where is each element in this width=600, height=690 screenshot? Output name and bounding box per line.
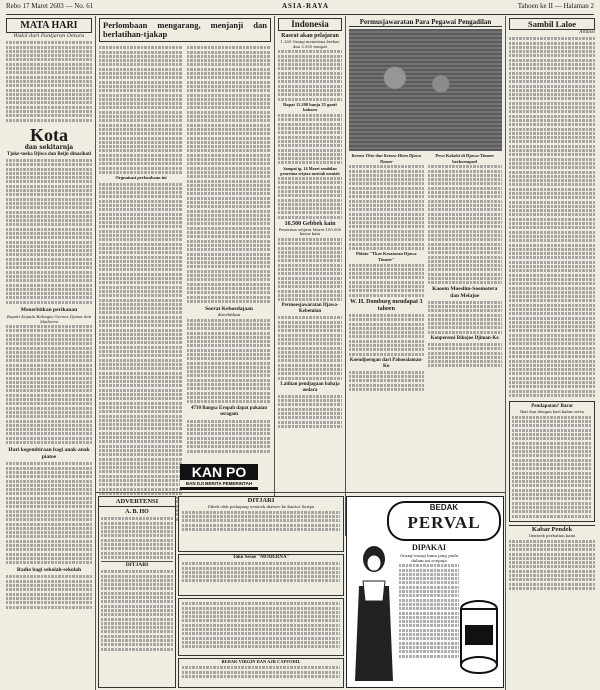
indonesia-title: Indonesia (278, 18, 342, 31)
kota-subtitle: dan sekitarnja (24, 143, 74, 151)
masthead-edition: Tahoen ke II — Halaman 2 (517, 2, 594, 10)
ad-text: BEDAK VIRGIN DAN AJR CAFFODIL (221, 659, 301, 664)
box-subhead: Ikut dan dengan kari kabar serta (520, 408, 584, 414)
column-rule (345, 16, 346, 536)
article-head: Menerbitkan perikanan (20, 306, 78, 313)
article-head: Permoesjawaratan Djawa-Kebetulan (281, 303, 339, 315)
advertensi-title: ADVERTENSI (99, 497, 175, 507)
advertensi-box (98, 496, 176, 688)
column-rule (95, 16, 96, 690)
photo-caption: Ketoea Thio-dan Ketoea Hiem Djawa Timoer (351, 153, 421, 164)
column-author: Ambisi (579, 30, 595, 35)
perval-name: PERVAL (407, 513, 481, 532)
ad-name: A. B. HO (125, 509, 149, 515)
dipakai-label: DIPAKAI (411, 543, 447, 552)
column-rule (274, 16, 275, 536)
masthead-title: ASIA-RAYA (282, 2, 329, 10)
kanpo-subtitle: BAN DJI BERITA PEMERINTAH (180, 480, 258, 487)
ad-section-rule (96, 492, 505, 493)
mata-hari-title: MATA HARI (6, 18, 92, 33)
article-head: Sampai tg. 14 Maret sembilan penerima setjara mentah mentah (280, 165, 340, 176)
pendapatan-box (509, 401, 595, 522)
article-subhead: Bupati Kepala Bahagia Oeroes Djawa dan Madoera (6, 313, 92, 324)
toko-moderna-ad (178, 554, 344, 596)
ad-name: DITJARI (101, 561, 173, 569)
kota-title: Kota (30, 124, 68, 145)
box-head: Pendapatan? Barat (531, 403, 573, 409)
bedak-brand: BEDAK (429, 503, 459, 512)
article-head: Pewi Kokobi di Djawa-Timoer berkoempoel (435, 153, 495, 164)
article-head: 16.500 Gebbek kain (284, 220, 336, 227)
kabar-pendek-title: Kabar Pendek (509, 525, 595, 534)
column-1 (6, 18, 92, 610)
article-head: Orgnaisasi perlombaan ini (115, 175, 167, 181)
article-head: 4730 Bangsa Eropah dapat pakaian seragam (190, 406, 268, 418)
article-head: Soerat Keboedajaan (205, 305, 253, 312)
column-4 (349, 18, 502, 392)
article-head: Pidato "Tkoe Kesatoean Djawa Timoer" (355, 251, 417, 262)
ditjari-box (178, 496, 344, 552)
masthead (6, 2, 594, 15)
perval-logo (387, 501, 501, 541)
ad-name: Toko Sesoe "MODERNA" (232, 555, 290, 560)
box-subhead: Oentoek perhatian kami (528, 532, 576, 538)
article-head: Radio bagi sekolah-sekolah (16, 567, 82, 574)
permusjawaratan-title: Permusjawaratan Para Pegawai Pengadilan (349, 18, 502, 27)
small-ads-block (178, 598, 344, 656)
kanpo-banner (180, 464, 258, 490)
ad-text: Orang-orang lama jang pada dalam ini soepaja (399, 553, 459, 563)
column-2 (99, 18, 271, 522)
column-rule (505, 16, 506, 690)
article-head: Konperensi Rikojoe Djiman-Ko (430, 335, 499, 341)
article-head: Hari kegembiraan bagi anak-anak piatoe (8, 447, 90, 461)
bottom-ad (178, 658, 344, 688)
article-head: Rasrat akan pelajaran (281, 33, 339, 39)
article-head: Kaoem Moeslim-Soemotera dan Melajoe (432, 286, 498, 299)
ad-text: Dibeli oleh pedagang oentoek diatoer ke Kantor Saripa (207, 504, 315, 509)
ad-name: DITJARI (247, 497, 275, 504)
article-subhead: 1.300 Orang menerima berkas dan 5.500 tempat (280, 39, 340, 49)
woman-illustration (353, 541, 395, 681)
meeting-photo (349, 29, 502, 151)
article-head: Tjoke-toeka Djiwa dan Beijn dinasihati (6, 151, 92, 157)
article-head: Latihan pendjagaan bahaja oedara (280, 381, 340, 393)
kanpo-title: KAN PO (191, 464, 247, 480)
sambil-laloe-title: Sambil Laloe (509, 18, 595, 30)
column-3 (278, 18, 342, 429)
column-5 (509, 18, 595, 591)
perlombaan-title: Perlombaan mengarang, menjanji dan berlatihan-tjakap (99, 18, 271, 42)
article-subhead: diterbitkan (217, 312, 241, 318)
article-head: Koendjoengan dari Pahoealaman-Ko (349, 357, 423, 369)
powder-tin-icon (459, 597, 499, 677)
article-subhead: Penerima setjara Maret 100.000 kasur kain (278, 226, 342, 237)
masthead-date: Rebo 17 Maret 2603 — No. 61 (6, 2, 94, 10)
bedak-perval-ad (346, 496, 504, 688)
mata-hari-subtitle: Wakil dari Pantjaran Oetara (13, 33, 85, 39)
article-head: Rapat 11.200 banja 25 ganti baharu (283, 101, 337, 113)
article-head: W. H. Domburg mendapat 3 tahoen (350, 298, 423, 312)
